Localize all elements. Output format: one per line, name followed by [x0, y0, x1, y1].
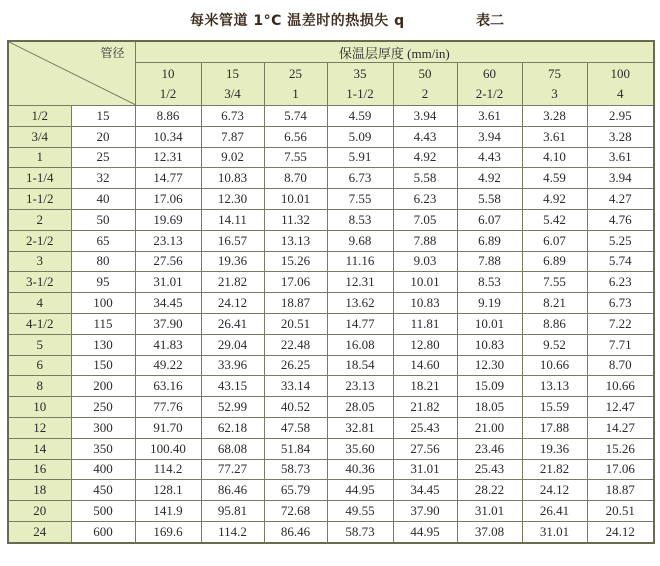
heat-loss-value: 5.58	[393, 168, 457, 189]
heat-loss-value: 40.36	[327, 459, 393, 480]
table-row	[8, 397, 654, 418]
table-row	[8, 168, 654, 189]
heat-loss-value: 6.23	[587, 272, 654, 293]
thickness-column-header	[587, 63, 654, 106]
heat-loss-value: 8.86	[522, 313, 587, 334]
thickness-column-header	[327, 63, 393, 106]
heat-loss-value: 24.12	[522, 480, 587, 501]
pipe-size-mm: 250	[71, 397, 135, 418]
heat-loss-value: 5.42	[522, 209, 587, 230]
corner-header	[8, 41, 135, 106]
heat-loss-value: 9.03	[393, 251, 457, 272]
pipe-size-mm: 80	[71, 251, 135, 272]
heat-loss-value: 95.81	[201, 501, 264, 522]
thickness-mm: 100	[610, 66, 631, 81]
heat-loss-value: 9.19	[457, 293, 522, 314]
heat-loss-value: 14.60	[393, 355, 457, 376]
heat-loss-value: 33.14	[264, 376, 327, 397]
heat-loss-value: 10.01	[393, 272, 457, 293]
thickness-mm: 15	[226, 66, 239, 81]
thickness-column-header	[135, 63, 201, 106]
pipe-size-inch: 1/2	[8, 106, 71, 127]
heat-loss-value: 63.16	[135, 376, 201, 397]
heat-loss-value: 7.55	[522, 272, 587, 293]
heat-loss-value: 68.08	[201, 438, 264, 459]
heat-loss-value: 3.61	[457, 106, 522, 127]
pipe-size-inch: 3-1/2	[8, 272, 71, 293]
pipe-size-mm: 95	[71, 272, 135, 293]
table-row	[8, 106, 654, 127]
heat-loss-value: 141.9	[135, 501, 201, 522]
thickness-inch: 2-1/2	[475, 86, 504, 101]
heat-loss-value: 13.13	[522, 376, 587, 397]
heat-loss-value: 18.87	[264, 293, 327, 314]
table-row	[8, 501, 654, 522]
heat-loss-value: 65.79	[264, 480, 327, 501]
pipe-size-inch: 18	[8, 480, 71, 501]
heat-loss-value: 6.07	[522, 230, 587, 251]
heat-loss-value: 6.73	[587, 293, 654, 314]
pipe-size-mm: 400	[71, 459, 135, 480]
heat-loss-value: 51.84	[264, 438, 327, 459]
table-row	[8, 126, 654, 147]
heat-loss-value: 12.80	[393, 334, 457, 355]
thickness-column-header	[264, 63, 327, 106]
pipe-size-inch: 24	[8, 521, 71, 542]
heat-loss-value: 62.18	[201, 417, 264, 438]
heat-loss-value: 35.60	[327, 438, 393, 459]
heat-loss-value: 29.04	[201, 334, 264, 355]
heat-loss-value: 24.12	[587, 521, 654, 542]
heat-loss-value: 86.46	[201, 480, 264, 501]
table-row	[8, 189, 654, 210]
pipe-size-mm: 115	[71, 313, 135, 334]
heat-loss-value: 28.22	[457, 480, 522, 501]
heat-loss-value: 58.73	[327, 521, 393, 542]
heat-loss-value: 3.94	[457, 126, 522, 147]
heat-loss-value: 15.09	[457, 376, 522, 397]
heat-loss-value: 7.55	[327, 189, 393, 210]
thickness-mm: 60	[483, 66, 496, 81]
heat-loss-value: 4.92	[522, 189, 587, 210]
pipe-size-inch: 4-1/2	[8, 313, 71, 334]
heat-loss-value: 37.90	[393, 501, 457, 522]
table-row	[8, 480, 654, 501]
heat-loss-value: 14.11	[201, 209, 264, 230]
heat-loss-value: 91.70	[135, 417, 201, 438]
heat-loss-value: 32.81	[327, 417, 393, 438]
heat-loss-value: 4.59	[327, 106, 393, 127]
heat-loss-value: 47.58	[264, 417, 327, 438]
heat-loss-value: 17.06	[135, 189, 201, 210]
heat-loss-value: 5.25	[587, 230, 654, 251]
pipe-size-mm: 600	[71, 521, 135, 542]
heat-loss-value: 6.89	[457, 230, 522, 251]
heat-loss-value: 37.08	[457, 521, 522, 542]
heat-loss-value: 16.08	[327, 334, 393, 355]
heat-loss-value: 14.27	[587, 417, 654, 438]
heat-loss-value: 23.46	[457, 438, 522, 459]
table-row	[8, 334, 654, 355]
heat-loss-value: 17.06	[587, 459, 654, 480]
pipe-size-mm: 500	[71, 501, 135, 522]
heat-loss-value: 49.22	[135, 355, 201, 376]
heat-loss-value: 18.05	[457, 397, 522, 418]
thickness-mm: 25	[289, 66, 302, 81]
thickness-inch: 1-1/2	[346, 86, 374, 101]
heat-loss-value: 13.13	[264, 230, 327, 251]
table-row	[8, 272, 654, 293]
heat-loss-value: 8.70	[264, 168, 327, 189]
heat-loss-value: 10.83	[201, 168, 264, 189]
heat-loss-value: 7.71	[587, 334, 654, 355]
heat-loss-value: 31.01	[522, 521, 587, 542]
heat-loss-value: 5.74	[264, 106, 327, 127]
heat-loss-value: 24.12	[201, 293, 264, 314]
heat-loss-value: 14.77	[135, 168, 201, 189]
heat-loss-value: 22.48	[264, 334, 327, 355]
heat-loss-value: 20.51	[264, 313, 327, 334]
table-row	[8, 293, 654, 314]
heat-loss-value: 4.27	[587, 189, 654, 210]
thickness-column-header	[457, 63, 522, 106]
heat-loss-value: 12.47	[587, 397, 654, 418]
heat-loss-value: 4.92	[393, 147, 457, 168]
pipe-size-inch: 12	[8, 417, 71, 438]
heat-loss-value: 26.41	[201, 313, 264, 334]
pipe-size-mm: 32	[71, 168, 135, 189]
heat-loss-value: 77.76	[135, 397, 201, 418]
heat-loss-value: 3.61	[587, 147, 654, 168]
heat-loss-value: 8.21	[522, 293, 587, 314]
thickness-inch: 2	[421, 86, 429, 101]
table-row	[8, 147, 654, 168]
heat-loss-value: 6.73	[327, 168, 393, 189]
pipe-size-inch: 3	[8, 251, 71, 272]
thickness-inch: 4	[617, 86, 624, 101]
pipe-size-mm: 40	[71, 189, 135, 210]
heat-loss-value: 8.86	[135, 106, 201, 127]
heat-loss-value: 10.01	[264, 189, 327, 210]
heat-loss-value: 4.43	[393, 126, 457, 147]
heat-loss-value: 26.41	[522, 501, 587, 522]
heat-loss-value: 114.2	[135, 459, 201, 480]
heat-loss-value: 21.82	[522, 459, 587, 480]
heat-loss-value: 6.07	[457, 209, 522, 230]
table-body	[8, 106, 654, 543]
heat-loss-value: 19.36	[201, 251, 264, 272]
pipe-size-inch: 1-1/2	[8, 189, 71, 210]
table-number: 表二	[476, 13, 504, 29]
heat-loss-value: 31.01	[135, 272, 201, 293]
heat-loss-value: 11.16	[327, 251, 393, 272]
thickness-mm: 10	[161, 66, 175, 81]
heat-loss-value: 34.45	[393, 480, 457, 501]
pipe-size-inch: 4	[8, 293, 71, 314]
heat-loss-value: 4.92	[457, 168, 522, 189]
thickness-header: 保温层厚度 (mm/in)	[135, 41, 654, 63]
heat-loss-value: 9.68	[327, 230, 393, 251]
heat-loss-value: 6.56	[264, 126, 327, 147]
heat-loss-value: 114.2	[201, 521, 264, 542]
pipe-size-inch: 3/4	[8, 126, 71, 147]
heat-loss-value: 18.54	[327, 355, 393, 376]
pipe-size-mm: 65	[71, 230, 135, 251]
table-row	[8, 251, 654, 272]
pipe-size-inch: 2-1/2	[8, 230, 71, 251]
table-row	[8, 209, 654, 230]
pipe-size-mm: 15	[71, 106, 135, 127]
heat-loss-value: 86.46	[264, 521, 327, 542]
heat-loss-value: 14.77	[327, 313, 393, 334]
table-row	[8, 417, 654, 438]
heat-loss-value: 12.30	[457, 355, 522, 376]
heat-loss-value: 5.58	[457, 189, 522, 210]
heat-loss-value: 4.76	[587, 209, 654, 230]
heat-loss-value: 58.73	[264, 459, 327, 480]
heat-loss-value: 28.05	[327, 397, 393, 418]
heat-loss-value: 13.62	[327, 293, 393, 314]
heat-loss-value: 4.59	[522, 168, 587, 189]
heat-loss-value: 27.56	[393, 438, 457, 459]
thickness-inch: 3	[551, 86, 558, 101]
heat-loss-value: 18.87	[587, 480, 654, 501]
heat-loss-value: 128.1	[135, 480, 201, 501]
heat-loss-value: 52.99	[201, 397, 264, 418]
pipe-size-mm: 100	[71, 293, 135, 314]
heat-loss-value: 10.01	[457, 313, 522, 334]
thickness-inch: 1/2	[159, 86, 177, 101]
heat-loss-value: 169.6	[135, 521, 201, 542]
title-row	[0, 4, 660, 34]
heat-loss-value: 44.95	[327, 480, 393, 501]
heat-loss-value: 15.26	[587, 438, 654, 459]
thickness-column-header	[393, 63, 457, 106]
pipe-size-mm: 300	[71, 417, 135, 438]
heat-loss-value: 6.89	[522, 251, 587, 272]
pipe-size-inch: 6	[8, 355, 71, 376]
heat-loss-value: 7.88	[393, 230, 457, 251]
heat-loss-value: 17.88	[522, 417, 587, 438]
pipe-size-mm: 25	[71, 147, 135, 168]
table-row	[8, 459, 654, 480]
heat-loss-value: 9.02	[201, 147, 264, 168]
heat-loss-value: 41.83	[135, 334, 201, 355]
heat-loss-value: 12.31	[135, 147, 201, 168]
heat-loss-value: 7.87	[201, 126, 264, 147]
heat-loss-value: 10.83	[457, 334, 522, 355]
table-row	[8, 313, 654, 334]
thickness-mm: 50	[418, 66, 432, 81]
table-row	[8, 376, 654, 397]
heat-loss-table	[7, 40, 655, 544]
heat-loss-value: 3.61	[522, 126, 587, 147]
heat-loss-value: 23.13	[327, 376, 393, 397]
heat-loss-value: 49.55	[327, 501, 393, 522]
heat-loss-value: 4.43	[457, 147, 522, 168]
heat-loss-value: 8.70	[587, 355, 654, 376]
heat-loss-value: 10.66	[522, 355, 587, 376]
heat-loss-value: 11.81	[393, 313, 457, 334]
heat-loss-value: 37.90	[135, 313, 201, 334]
thickness-column-header	[522, 63, 587, 106]
heat-loss-value: 6.23	[393, 189, 457, 210]
heat-loss-value: 7.05	[393, 209, 457, 230]
heat-loss-value: 5.09	[327, 126, 393, 147]
heat-loss-value: 3.28	[587, 126, 654, 147]
pipe-size-mm: 350	[71, 438, 135, 459]
pipe-size-mm: 150	[71, 355, 135, 376]
heat-loss-value: 10.83	[393, 293, 457, 314]
heat-loss-value: 40.52	[264, 397, 327, 418]
heat-loss-value: 15.59	[522, 397, 587, 418]
thickness-mm: 35	[353, 66, 367, 81]
heat-loss-value: 2.95	[587, 106, 654, 127]
heat-loss-value: 19.69	[135, 209, 201, 230]
pipe-size-inch: 2	[8, 209, 71, 230]
heat-loss-value: 33.96	[201, 355, 264, 376]
pipe-size-inch: 1-1/4	[8, 168, 71, 189]
heat-loss-value: 31.01	[457, 501, 522, 522]
pipe-size-inch: 16	[8, 459, 71, 480]
heat-loss-value: 21.82	[201, 272, 264, 293]
table-row	[8, 521, 654, 542]
pipe-size-inch: 1	[8, 147, 71, 168]
heat-loss-value: 34.45	[135, 293, 201, 314]
heat-loss-value: 23.13	[135, 230, 201, 251]
heat-loss-value: 12.30	[201, 189, 264, 210]
heat-loss-value: 43.15	[201, 376, 264, 397]
heat-loss-value: 3.94	[393, 106, 457, 127]
pipe-size-mm: 20	[71, 126, 135, 147]
heat-loss-value: 3.28	[522, 106, 587, 127]
heat-loss-value: 21.00	[457, 417, 522, 438]
heat-loss-value: 15.26	[264, 251, 327, 272]
heat-loss-value: 72.68	[264, 501, 327, 522]
table-row	[8, 230, 654, 251]
pipe-size-inch: 14	[8, 438, 71, 459]
heat-loss-value: 77.27	[201, 459, 264, 480]
heat-loss-value: 18.21	[393, 376, 457, 397]
thickness-inch: 1	[292, 86, 299, 101]
pipe-size-inch: 10	[8, 397, 71, 418]
heat-loss-value: 100.40	[135, 438, 201, 459]
heat-loss-value: 10.34	[135, 126, 201, 147]
pipe-size-mm: 200	[71, 376, 135, 397]
heat-loss-value: 19.36	[522, 438, 587, 459]
heat-loss-value: 17.06	[264, 272, 327, 293]
heat-loss-value: 26.25	[264, 355, 327, 376]
thickness-mm: 75	[548, 66, 561, 81]
heat-loss-value: 12.31	[327, 272, 393, 293]
table-row	[8, 355, 654, 376]
heat-loss-value: 9.52	[522, 334, 587, 355]
pipe-size-mm: 450	[71, 480, 135, 501]
heat-loss-value: 8.53	[327, 209, 393, 230]
heat-loss-value: 25.43	[393, 417, 457, 438]
heat-loss-value: 7.88	[457, 251, 522, 272]
heat-loss-value: 27.56	[135, 251, 201, 272]
header-row-1	[8, 41, 654, 63]
heat-loss-value: 44.95	[393, 521, 457, 542]
heat-loss-value: 7.22	[587, 313, 654, 334]
heat-loss-value: 6.73	[201, 106, 264, 127]
heat-loss-value: 7.55	[264, 147, 327, 168]
heat-loss-value: 10.66	[587, 376, 654, 397]
heat-loss-value: 5.74	[587, 251, 654, 272]
pipe-size-mm: 130	[71, 334, 135, 355]
heat-loss-value: 21.82	[393, 397, 457, 418]
pipe-size-inch: 20	[8, 501, 71, 522]
heat-loss-value: 11.32	[264, 209, 327, 230]
pipe-size-inch: 8	[8, 376, 71, 397]
heat-loss-value: 3.94	[587, 168, 654, 189]
thickness-column-header	[201, 63, 264, 106]
pipe-size-label: 管径	[100, 46, 125, 60]
heat-loss-value: 31.01	[393, 459, 457, 480]
heat-loss-value: 25.43	[457, 459, 522, 480]
thickness-inch: 3/4	[224, 86, 241, 101]
heat-loss-value: 8.53	[457, 272, 522, 293]
heat-loss-value: 20.51	[587, 501, 654, 522]
table-row	[8, 438, 654, 459]
heat-loss-value: 5.91	[327, 147, 393, 168]
heat-loss-value: 16.57	[201, 230, 264, 251]
table-title: 每米管道 1°C 温差时的热损失 q	[190, 13, 405, 29]
heat-loss-value: 4.10	[522, 147, 587, 168]
pipe-size-mm: 50	[71, 209, 135, 230]
pipe-size-inch: 5	[8, 334, 71, 355]
